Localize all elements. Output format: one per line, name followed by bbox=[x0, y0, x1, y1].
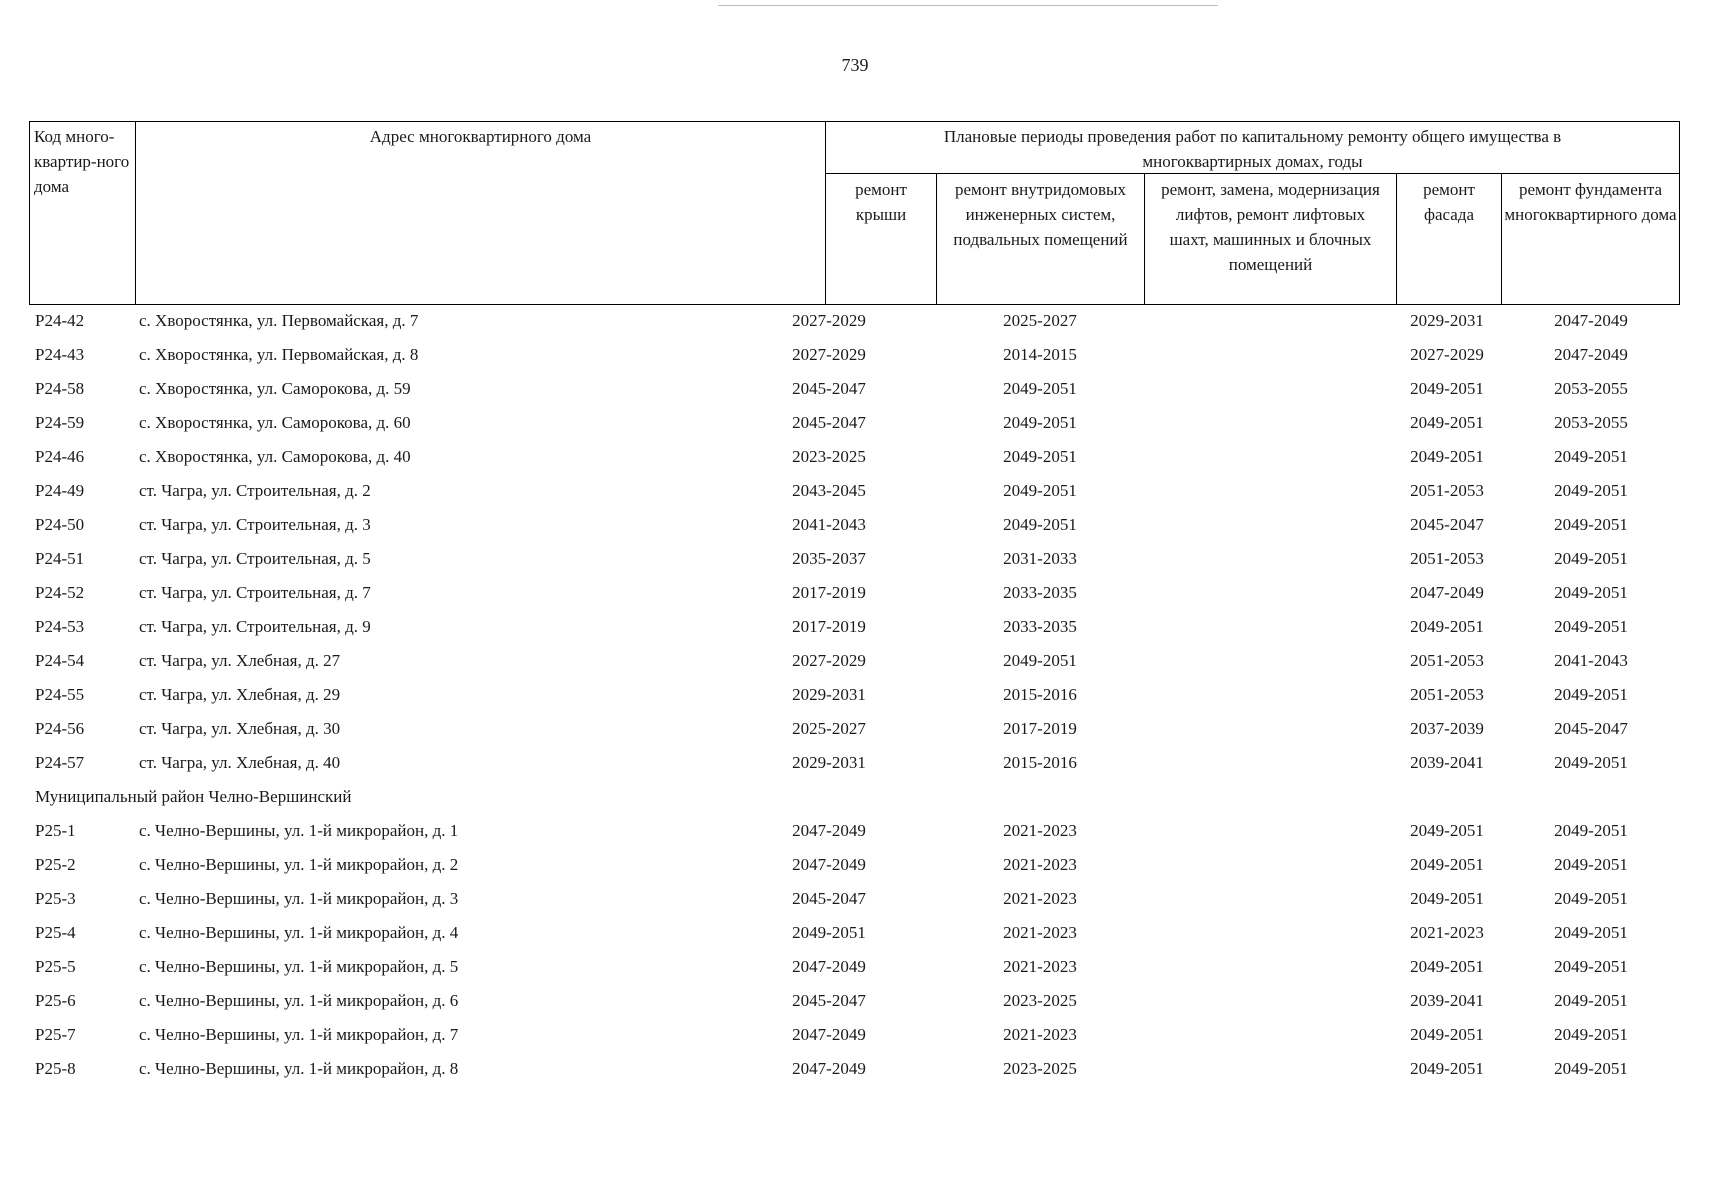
cell-code: Р24-53 bbox=[35, 617, 85, 636]
cell-roof: 2047-2049 bbox=[792, 957, 866, 976]
cell-foundation: 2049-2051 bbox=[1554, 583, 1628, 602]
cell-facade: 2049-2051 bbox=[1410, 1059, 1484, 1078]
page-number: 739 bbox=[841, 55, 869, 75]
cell-code: Р25-3 bbox=[35, 889, 76, 908]
cell-code: Р25-8 bbox=[35, 1059, 76, 1078]
header-code: Код много-квартир-ного дома bbox=[34, 127, 130, 196]
header-lifts: ремонт, замена, модернизация лифтов, ремонт лифтовых шахт, машинных и блочных помещений bbox=[1161, 180, 1380, 274]
header-engineering: ремонт внутридомовых инженерных систем, подвальных помещений bbox=[953, 180, 1128, 249]
cell-facade: 2051-2053 bbox=[1410, 685, 1484, 704]
table-row bbox=[29, 917, 1680, 951]
header-roof: ремонт крыши bbox=[855, 180, 907, 224]
table-row bbox=[29, 985, 1680, 1019]
cell-engineering: 2014-2015 bbox=[1003, 345, 1077, 364]
top-rule bbox=[718, 5, 1218, 6]
cell-address: ст. Чагра, ул. Строительная, д. 2 bbox=[139, 481, 371, 500]
table-row bbox=[29, 611, 1680, 645]
cell-engineering: 2021-2023 bbox=[1003, 821, 1077, 840]
cell-facade: 2039-2041 bbox=[1410, 753, 1484, 772]
cell-foundation: 2049-2051 bbox=[1554, 515, 1628, 534]
cell-code: Р24-58 bbox=[35, 379, 85, 398]
table-row bbox=[29, 1019, 1680, 1053]
cell-roof: 2017-2019 bbox=[792, 617, 866, 636]
cell-code: Р24-52 bbox=[35, 583, 85, 602]
cell-address: ст. Чагра, ул. Хлебная, д. 29 bbox=[139, 685, 341, 704]
cell-engineering: 2021-2023 bbox=[1003, 855, 1077, 874]
cell-code: Р25-5 bbox=[35, 957, 76, 976]
table-row bbox=[29, 339, 1680, 373]
cell-roof: 2017-2019 bbox=[792, 583, 866, 602]
cell-roof: 2027-2029 bbox=[792, 311, 866, 330]
cell-engineering: 2021-2023 bbox=[1003, 957, 1077, 976]
table-row bbox=[29, 441, 1680, 475]
cell-facade: 2051-2053 bbox=[1410, 549, 1484, 568]
cell-roof: 2029-2031 bbox=[792, 685, 866, 704]
table-row bbox=[29, 543, 1680, 577]
cell-foundation: 2049-2051 bbox=[1554, 889, 1628, 908]
cell-foundation: 2049-2051 bbox=[1554, 481, 1628, 500]
cell-roof: 2049-2051 bbox=[792, 923, 866, 942]
cell-address: с. Хворостянка, ул. Первомайская, д. 8 bbox=[139, 345, 419, 364]
cell-code: Р24-57 bbox=[35, 753, 85, 772]
table-row bbox=[29, 679, 1680, 713]
cell-facade: 2037-2039 bbox=[1410, 719, 1484, 738]
cell-foundation: 2049-2051 bbox=[1554, 855, 1628, 874]
cell-facade: 2027-2029 bbox=[1410, 345, 1484, 364]
table-row bbox=[29, 305, 1680, 339]
cell-code: Р24-50 bbox=[35, 515, 85, 534]
table-row bbox=[29, 373, 1680, 407]
cell-engineering: 2049-2051 bbox=[1003, 447, 1077, 466]
cell-foundation: 2053-2055 bbox=[1554, 379, 1628, 398]
cell-address: с. Челно-Вершины, ул. 1-й микрорайон, д. 3 bbox=[139, 889, 459, 908]
cell-foundation: 2045-2047 bbox=[1554, 719, 1628, 738]
cell-address: ст. Чагра, ул. Хлебная, д. 40 bbox=[139, 753, 341, 772]
cell-foundation: 2049-2051 bbox=[1554, 1025, 1628, 1044]
cell-code: Р24-54 bbox=[35, 651, 85, 670]
cell-roof: 2047-2049 bbox=[792, 855, 866, 874]
cell-engineering: 2025-2027 bbox=[1003, 311, 1077, 330]
cell-facade: 2049-2051 bbox=[1410, 413, 1484, 432]
cell-address: с. Челно-Вершины, ул. 1-й микрорайон, д. 7 bbox=[139, 1025, 459, 1044]
cell-address: ст. Чагра, ул. Строительная, д. 3 bbox=[139, 515, 371, 534]
cell-foundation: 2047-2049 bbox=[1554, 311, 1628, 330]
cell-address: с. Хворостянка, ул. Первомайская, д. 7 bbox=[139, 311, 419, 330]
table-row bbox=[29, 645, 1680, 679]
cell-foundation: 2049-2051 bbox=[1554, 617, 1628, 636]
cell-address: ст. Чагра, ул. Строительная, д. 5 bbox=[139, 549, 371, 568]
cell-code: Р25-2 bbox=[35, 855, 76, 874]
cell-facade: 2049-2051 bbox=[1410, 821, 1484, 840]
cell-code: Р25-4 bbox=[35, 923, 76, 942]
cell-foundation: 2049-2051 bbox=[1554, 991, 1628, 1010]
cell-roof: 2027-2029 bbox=[792, 651, 866, 670]
cell-address: с. Челно-Вершины, ул. 1-й микрорайон, д. 6 bbox=[139, 991, 459, 1010]
cell-engineering: 2033-2035 bbox=[1003, 617, 1077, 636]
cell-foundation: 2049-2051 bbox=[1554, 1059, 1628, 1078]
table-row bbox=[29, 1053, 1680, 1087]
table-row bbox=[29, 815, 1680, 849]
cell-roof: 2025-2027 bbox=[792, 719, 866, 738]
cell-address: ст. Чагра, ул. Строительная, д. 9 bbox=[139, 617, 371, 636]
cell-roof: 2045-2047 bbox=[792, 991, 866, 1010]
cell-address: с. Челно-Вершины, ул. 1-й микрорайон, д. 4 bbox=[139, 923, 459, 942]
cell-engineering: 2015-2016 bbox=[1003, 753, 1077, 772]
cell-address: ст. Чагра, ул. Хлебная, д. 30 bbox=[139, 719, 341, 738]
cell-foundation: 2053-2055 bbox=[1554, 413, 1628, 432]
cell-facade: 2039-2041 bbox=[1410, 991, 1484, 1010]
cell-address: с. Челно-Вершины, ул. 1-й микрорайон, д. 1 bbox=[139, 821, 459, 840]
cell-facade: 2049-2051 bbox=[1410, 855, 1484, 874]
section-heading-row bbox=[29, 781, 1680, 815]
cell-roof: 2041-2043 bbox=[792, 515, 866, 534]
cell-foundation: 2049-2051 bbox=[1554, 447, 1628, 466]
cell-foundation: 2049-2051 bbox=[1554, 923, 1628, 942]
cell-engineering: 2033-2035 bbox=[1003, 583, 1077, 602]
cell-roof: 2045-2047 bbox=[792, 413, 866, 432]
cell-address: с. Хворостянка, ул. Саморокова, д. 40 bbox=[139, 447, 411, 466]
cell-engineering: 2021-2023 bbox=[1003, 889, 1077, 908]
cell-engineering: 2017-2019 bbox=[1003, 719, 1077, 738]
table-row bbox=[29, 509, 1680, 543]
cell-code: Р24-46 bbox=[35, 447, 85, 466]
header-periods-group: Плановые периоды проведения работ по капитальному ремонту общего имущества в многоквартирных домах, годы bbox=[943, 127, 1562, 171]
table-body bbox=[29, 305, 1680, 1087]
cell-code: Р24-59 bbox=[35, 413, 85, 432]
cell-address: с. Хворостянка, ул. Саморокова, д. 59 bbox=[139, 379, 411, 398]
cell-roof: 2045-2047 bbox=[792, 379, 866, 398]
cell-engineering: 2049-2051 bbox=[1003, 379, 1077, 398]
cell-engineering: 2049-2051 bbox=[1003, 481, 1077, 500]
cell-roof: 2023-2025 bbox=[792, 447, 866, 466]
cell-address: с. Хворостянка, ул. Саморокова, д. 60 bbox=[139, 413, 411, 432]
cell-facade: 2049-2051 bbox=[1410, 957, 1484, 976]
cell-address: ст. Чагра, ул. Строительная, д. 7 bbox=[139, 583, 371, 602]
cell-roof: 2047-2049 bbox=[792, 821, 866, 840]
cell-facade: 2029-2031 bbox=[1410, 311, 1484, 330]
cell-address: ст. Чагра, ул. Хлебная, д. 27 bbox=[139, 651, 341, 670]
header-foundation: ремонт фундамента многоквартирного дома bbox=[1504, 180, 1677, 224]
cell-engineering: 2023-2025 bbox=[1003, 991, 1077, 1010]
cell-facade: 2021-2023 bbox=[1410, 923, 1484, 942]
cell-code: Р25-6 bbox=[35, 991, 76, 1010]
table-row bbox=[29, 747, 1680, 781]
cell-engineering: 2031-2033 bbox=[1003, 549, 1077, 568]
cell-foundation: 2047-2049 bbox=[1554, 345, 1628, 364]
cell-engineering: 2021-2023 bbox=[1003, 923, 1077, 942]
cell-code: Р24-43 bbox=[35, 345, 85, 364]
cell-roof: 2045-2047 bbox=[792, 889, 866, 908]
table-header bbox=[29, 121, 1680, 305]
cell-roof: 2047-2049 bbox=[792, 1025, 866, 1044]
cell-code: Р24-49 bbox=[35, 481, 85, 500]
cell-foundation: 2049-2051 bbox=[1554, 957, 1628, 976]
cell-code: Р24-55 bbox=[35, 685, 85, 704]
cell-foundation: 2049-2051 bbox=[1554, 549, 1628, 568]
cell-roof: 2029-2031 bbox=[792, 753, 866, 772]
cell-foundation: 2049-2051 bbox=[1554, 821, 1628, 840]
table-row bbox=[29, 951, 1680, 985]
table-row bbox=[29, 475, 1680, 509]
header-address: Адрес многоквартирного дома bbox=[369, 127, 592, 146]
table-row bbox=[29, 407, 1680, 441]
cell-foundation: 2049-2051 bbox=[1554, 685, 1628, 704]
cell-roof: 2027-2029 bbox=[792, 345, 866, 364]
cell-engineering: 2015-2016 bbox=[1003, 685, 1077, 704]
cell-code: Р24-56 bbox=[35, 719, 85, 738]
cell-roof: 2035-2037 bbox=[792, 549, 866, 568]
cell-engineering: 2023-2025 bbox=[1003, 1059, 1077, 1078]
cell-engineering: 2049-2051 bbox=[1003, 413, 1077, 432]
cell-code: Р25-1 bbox=[35, 821, 76, 840]
table-row bbox=[29, 577, 1680, 611]
cell-facade: 2049-2051 bbox=[1410, 379, 1484, 398]
cell-address: с. Челно-Вершины, ул. 1-й микрорайон, д. 8 bbox=[139, 1059, 459, 1078]
cell-facade: 2045-2047 bbox=[1410, 515, 1484, 534]
cell-address: с. Челно-Вершины, ул. 1-й микрорайон, д. 2 bbox=[139, 855, 459, 874]
header-facade: ремонт фасада bbox=[1423, 180, 1475, 224]
cell-facade: 2049-2051 bbox=[1410, 889, 1484, 908]
cell-code: Р25-7 bbox=[35, 1025, 76, 1044]
cell-code: Р24-42 bbox=[35, 311, 85, 330]
cell-facade: 2051-2053 bbox=[1410, 481, 1484, 500]
cell-facade: 2049-2051 bbox=[1410, 447, 1484, 466]
cell-foundation: 2049-2051 bbox=[1554, 753, 1628, 772]
cell-facade: 2047-2049 bbox=[1410, 583, 1484, 602]
cell-engineering: 2021-2023 bbox=[1003, 1025, 1077, 1044]
cell-facade: 2051-2053 bbox=[1410, 651, 1484, 670]
section-heading: Муниципальный район Челно-Вершинский bbox=[35, 787, 352, 806]
cell-address: с. Челно-Вершины, ул. 1-й микрорайон, д. 5 bbox=[139, 957, 459, 976]
cell-code: Р24-51 bbox=[35, 549, 85, 568]
cell-engineering: 2049-2051 bbox=[1003, 651, 1077, 670]
cell-engineering: 2049-2051 bbox=[1003, 515, 1077, 534]
table-row bbox=[29, 883, 1680, 917]
table-row bbox=[29, 713, 1680, 747]
table-row bbox=[29, 849, 1680, 883]
cell-roof: 2047-2049 bbox=[792, 1059, 866, 1078]
cell-foundation: 2041-2043 bbox=[1554, 651, 1628, 670]
cell-facade: 2049-2051 bbox=[1410, 617, 1484, 636]
cell-facade: 2049-2051 bbox=[1410, 1025, 1484, 1044]
cell-roof: 2043-2045 bbox=[792, 481, 866, 500]
